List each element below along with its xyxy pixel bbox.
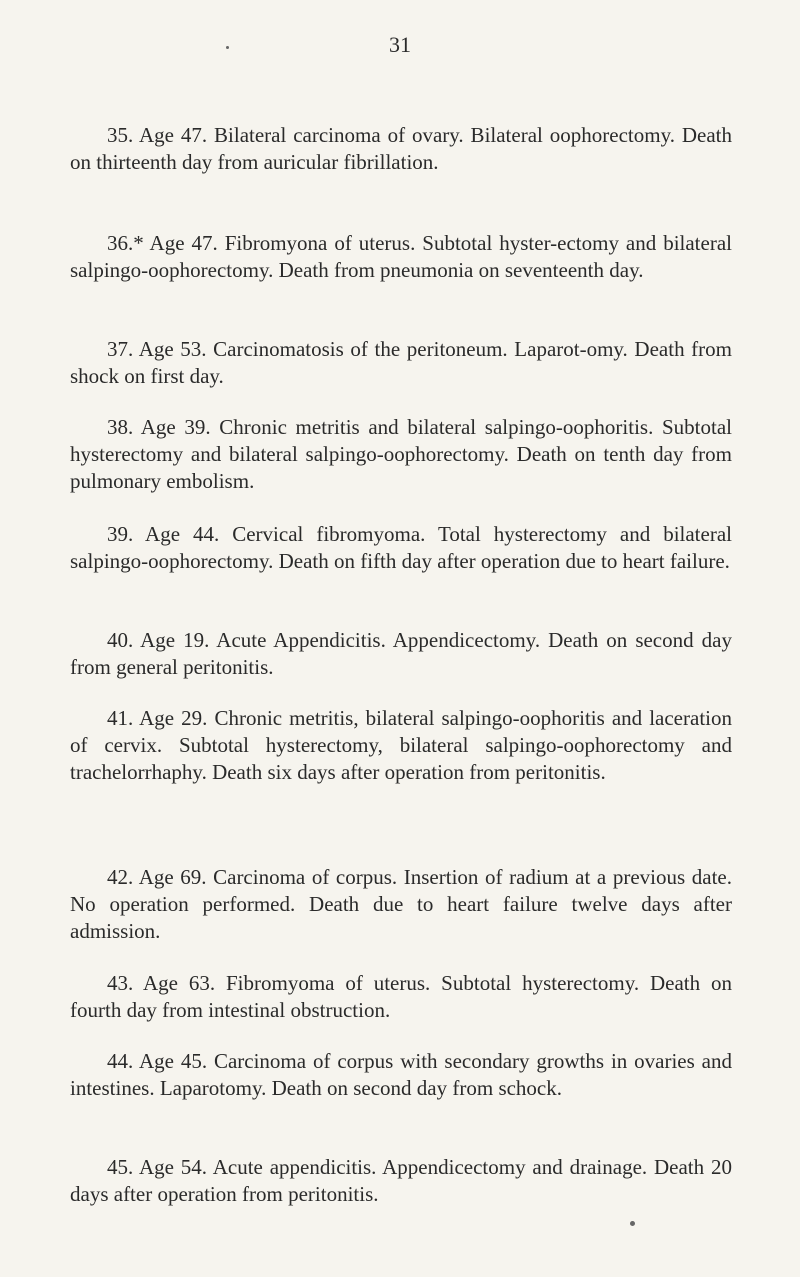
case-entry-35: 35. Age 47. Bilateral carcinoma of ovary. Bilateral oophorectomy. Death on thirteenth day from auricular fibrillation. [70,123,732,174]
page-number: 31 [389,32,411,57]
case-entry-36: 36.* Age 47. Fibromyona of uterus. Subtotal hyster-ectomy and bilateral salpingo-oophorectomy. Death from pneumonia on seventeenth day. [70,231,732,282]
case-entry-42: 42. Age 69. Carcinoma of corpus. Insertion of radium at a previous date. No operation performed. Death due to heart failure twelve days after admission. [70,865,732,943]
case-entry-39: 39. Age 44. Cervical fibromyoma. Total hysterectomy and bilateral salpingo-oophorectomy. Death on fifth day after operation due to heart failure. [70,522,732,573]
case-entry-37: 37. Age 53. Carcinomatosis of the peritoneum. Laparot-omy. Death from shock on first day. [70,337,732,388]
case-entry-44: 44. Age 45. Carcinoma of corpus with secondary growths in ovaries and intestines. Laparotomy. Death on second day from schock. [70,1049,732,1100]
case-entry-43: 43. Age 63. Fibromyoma of uterus. Subtotal hysterectomy. Death on fourth day from intestinal obstruction. [70,971,732,1022]
speck-mark [630,1221,635,1226]
case-entry-40: 40. Age 19. Acute Appendicitis. Appendicectomy. Death on second day from general peritonitis. [70,628,732,679]
case-entry-45: 45. Age 54. Acute appendicitis. Appendicectomy and drainage. Death 20 days after operation from peritonitis. [70,1155,732,1206]
case-entry-41: 41. Age 29. Chronic metritis, bilateral salpingo-oophoritis and laceration of cervix. Subtotal hysterectomy, bilateral salpingo-oophorectomy and trachelorrhaphy. Death six days after operation from peritonitis. [70,706,732,784]
case-entry-38: 38. Age 39. Chronic metritis and bilateral salpingo-oophoritis. Subtotal hysterectomy and bilateral salpingo-oophorectomy. Death on tenth day from pulmonary embolism. [70,415,732,493]
